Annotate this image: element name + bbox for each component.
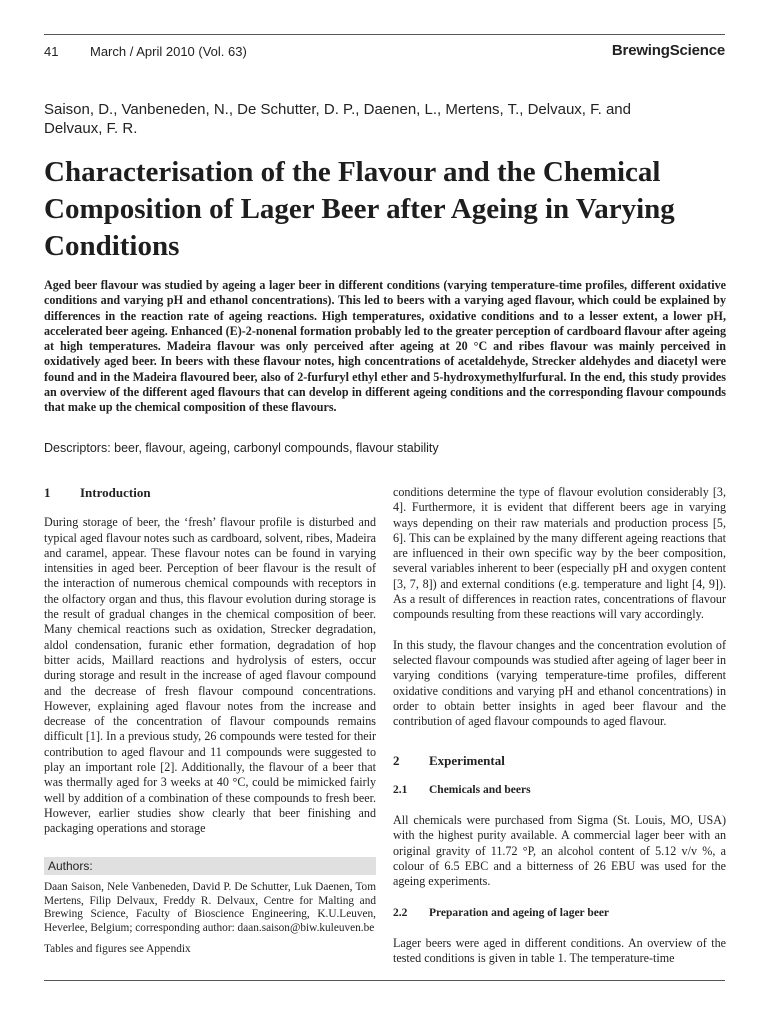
section-heading-experimental — [393, 753, 726, 768]
journal-name: BrewingScience — [611, 42, 725, 59]
introduction-paragraph-2: In this study, the flavour changes and the concentration evolution of selected flavour compounds was studied after ageing of lager beer in varying conditions (varying temperature-time profiles, different oxidative conditions and varying pH and ethanol concentrations) in order to obtain better insights in aged beer flavour and the contribution of aged flavour compounds to aged flavour. — [393, 637, 726, 729]
section-title: Experimental — [429, 753, 505, 769]
introduction-continuation: conditions determine the type of flavour evolution considerably [3, 4]. Furthermore, it is evident that different beers age in varying ways depending on their raw materials and production process [5, 6]. This can be explained by the many different ageing reactions that are influenced in their own specific way by the beer composition, several variables inherent to beer (especially pH and oxygen content [3, 7, 8]) and external conditions (e.g. temperature and light [4, 9]). As a result of differences in reaction rates, concentrations of flavour compounds resulting from these reactions will vary accordingly. — [393, 485, 726, 622]
authors-affiliation-box — [44, 857, 376, 955]
introduction-paragraph: During storage of beer, the ‘fresh’ flavour profile is disturbed and typical aged flavour notes such as cardboard, solvent, ribes, Madeira and caramel, appear. These flavour notes can be found in varying intensities in aged beer. Perception of beer flavour is the result of the interaction of numerous chemical compounds with receptors in the olfactory organ and thus, this flavour evolution during storage is the result of gradual changes in the chemical composition of beer. Many chemical reactions such as oxidation, Strecker degradation, aldol condensation, furanic ether formation, degradation of hop bitter acids, Maillard reactions and hydrolysis of esters, occur during storage and result in the increase of aged flavour compound and the decrease of fresh flavour compound concentrations. However, explaining aged flavour notes from the increase and decrease of the concentration of flavour compounds remains difficult [1]. In a previous study, 26 compounds were tested for their contribution to aged flavour and 11 compounds were suggested to play an important role [2]. Additionally, the flavour of a beer that was thermally aged for 3 weeks at 40 °C, could be mimicked fairly well by addition of a combination of these compounds to fresh beer. However, earlier studies show clearly that beer finishing and packaging operations and storage — [44, 515, 376, 836]
footer-divider — [44, 980, 725, 981]
subsection-title: Preparation and ageing of lager beer — [429, 906, 610, 919]
section-number: 2 — [393, 753, 400, 769]
section-title: Introduction — [80, 485, 151, 500]
preparation-paragraph: Lager beers were aged in different conditions. An overview of the tested conditions is given in table 1. The temperature-time — [393, 935, 726, 966]
section-heading-introduction — [44, 485, 376, 500]
authors-affiliation-text: Daan Saison, Nele Vanbeneden, David P. De Schutter, Luk Daenen, Tom Mertens, Filip Delvaux, Freddy R. Delvaux, Centre for Malting and Brewing Science, Faculty of Bioscience Engineering, K.U.Leuven, Heverlee, Belgium; corresponding author: daan.saison@biw.kuleuven.be — [44, 881, 376, 934]
page-header — [44, 34, 725, 65]
issue-info: March / April 2010 (Vol. 63) — [90, 44, 247, 59]
subsection-number: 2.1 — [393, 783, 408, 796]
page-number: 41 — [44, 44, 59, 59]
subsection-heading-chemicals — [393, 783, 726, 798]
subsection-heading-preparation — [393, 906, 726, 921]
left-column — [44, 485, 376, 837]
tables-figures-note: Tables and figures see Appendix — [44, 943, 191, 956]
subsection-number: 2.2 — [393, 906, 408, 919]
article-title: Characterisation of the Flavour and the Chemical Composition of Lager Beer after Ageing in Varying Conditions — [44, 156, 675, 262]
subsection-title: Chemicals and beers — [429, 783, 531, 796]
authors-box-label: Authors: — [44, 857, 376, 875]
chemicals-paragraph: All chemicals were purchased from Sigma (St. Louis, MO, USA) with the highest purity available. A commercial lager beer with an original gravity of 11.72 °P, an alcohol content of 5.12 v/v %, a colour of 6.5 EBC and a bitterness of 26 EBU was used for the ageing experiments. — [393, 813, 726, 889]
descriptors: Descriptors: beer, flavour, ageing, carbonyl compounds, flavour stability — [44, 441, 439, 455]
section-number: 1 — [44, 485, 51, 500]
right-column — [393, 485, 726, 966]
author-list: Saison, D., Vanbeneden, N., De Schutter, D. P., Daenen, L., Mertens, T., Delvaux, F. and Delvaux, F. R. — [44, 101, 631, 137]
abstract: Aged beer flavour was studied by ageing a lager beer in different conditions (varying temperature-time profiles, different oxidative conditions and varying pH and ethanol concentrations). This led to beers with a varying aged flavour, which could be explained by differences in the reaction rate of ageing reactions. High temperatures, oxidative conditions and to a lesser extent, a lower pH, accelerated beer ageing. Enhanced (E)-2-nonenal formation probably led to the greater perception of cardboard flavour after ageing at high temperatures. Madeira flavour was only perceived after ageing at 20 °C and ribes flavour was mainly perceived in oxidatively aged beer. In beers with these flavour notes, high concentrations of acetaldehyde, Strecker aldehydes and diacetyl were found and in the Madeira flavoured beer, also of 2-furfuryl ethyl ether and 5-hydroxymethylfurfural. In the end, this study provides an overview of the different aged flavours that can develop in different ageing conditions and the corresponding flavour compounds that make up the chemical composition of these flavours. — [44, 278, 726, 415]
